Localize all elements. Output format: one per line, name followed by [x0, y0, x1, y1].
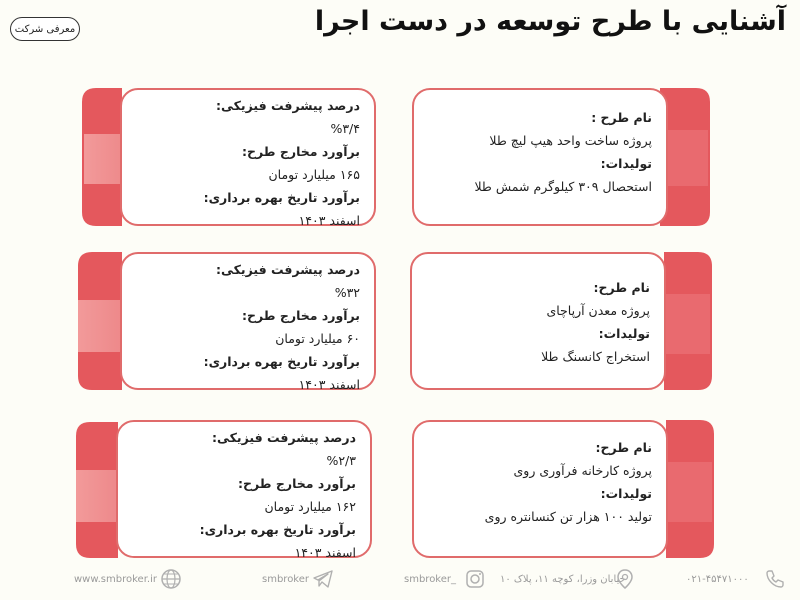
cost-value: ۱۶۲ میلیارد تومان [264, 499, 356, 514]
date-label: برآورد تاریخ بهره برداری: [203, 190, 360, 205]
progress-label: درصد پیشرفت فیزیکی: [212, 430, 356, 445]
instagram-handle[interactable]: smbroker_ [404, 574, 457, 585]
cost-value: ۶۰ میلیارد تومان [275, 331, 360, 346]
project-info-card [412, 420, 668, 558]
telegram-icon [312, 568, 334, 590]
project-info-card [410, 252, 666, 390]
project-details-card [116, 420, 372, 558]
cost-label: برآورد مخارج طرح: [237, 476, 356, 491]
project-info-card [412, 88, 668, 226]
products-value: تولید ۱۰۰ هزار تن کنسانتره روی [484, 509, 652, 524]
instagram-icon [464, 568, 486, 590]
company-intro-button[interactable]: معرفی شرکت [10, 17, 80, 41]
progress-label: درصد پیشرفت فیزیکی: [216, 98, 360, 113]
progress-value: %۲/۳ [326, 453, 356, 468]
date-label: برآورد تاریخ بهره برداری: [199, 522, 356, 537]
phone-icon [764, 568, 786, 590]
products-label: تولیدات: [600, 156, 652, 171]
website-link[interactable]: www.smbroker.ir [74, 574, 157, 585]
progress-value: %۳/۴ [330, 121, 360, 136]
products-label: تولیدات: [598, 326, 650, 341]
project-name: پروژه کارخانه فرآوری روی [513, 463, 652, 478]
location-pin-icon [614, 568, 636, 590]
products-value: استخراج کانسنگ طلا [541, 349, 650, 364]
products-value: استحصال ۳۰۹ کیلوگرم شمش طلا [474, 179, 652, 194]
products-label: تولیدات: [600, 486, 652, 501]
date-value: اسفند ۱۴۰۳ [294, 545, 356, 560]
progress-value: %۳۲ [334, 285, 360, 300]
address-text: خیابان وزرا، کوچه ۱۱، پلاک ۱۰ [500, 574, 626, 585]
footer [0, 566, 800, 596]
cost-label: برآورد مخارج طرح: [241, 144, 360, 159]
project-name: پروژه ساخت واحد هیپ لیچ طلا [489, 133, 652, 148]
cost-value: ۱۶۵ میلیارد تومان [268, 167, 360, 182]
project-name-label: نام طرح : [591, 110, 652, 125]
cost-label: برآورد مخارج طرح: [241, 308, 360, 323]
project-name: پروژه معدن آرپاچای [546, 303, 650, 318]
date-label: برآورد تاریخ بهره برداری: [203, 354, 360, 369]
date-value: اسفند ۱۴۰۳ [298, 213, 360, 228]
project-details-card [120, 88, 376, 226]
progress-label: درصد پیشرفت فیزیکی: [216, 262, 360, 277]
globe-icon [160, 568, 182, 590]
project-details-card [120, 252, 376, 390]
phone-number[interactable]: ۰۲۱-۴۵۴۷۱۰۰۰ [686, 574, 749, 585]
date-value: اسفند ۱۴۰۳ [298, 377, 360, 392]
page-title: آشنایی با طرح توسعه در دست اجرا [314, 6, 786, 37]
project-name-label: نام طرح: [595, 440, 652, 455]
telegram-handle[interactable]: smbroker [262, 574, 310, 585]
project-name-label: نام طرح: [593, 280, 650, 295]
